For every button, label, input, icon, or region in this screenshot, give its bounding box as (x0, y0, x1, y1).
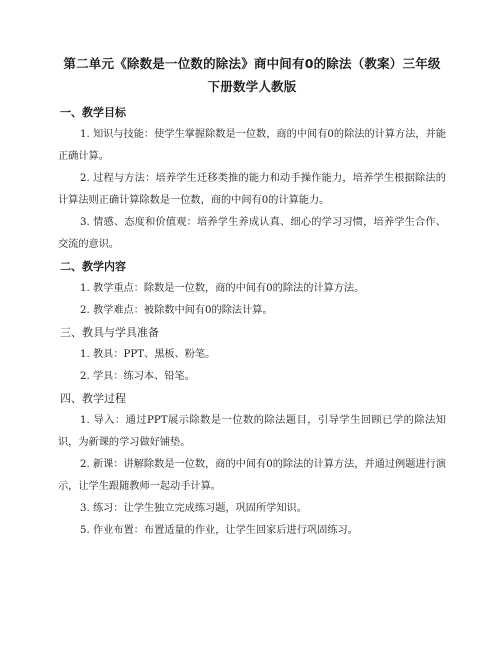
document-title: 第二单元《除数是一位数的除法》商中间有0的除法（教案）三年级下册数学人教版 (63, 56, 441, 94)
section-heading-teaching-content: 二、教学内容 (60, 260, 126, 273)
section-heading-teaching-goals: 一、教学目标 (60, 106, 126, 119)
paragraph: 2. 过程与方法：培养学生迁移类推的能力和动手操作能力，培养学生根据除法的计算法则正确计算除数是一位数，商的中间有0的计算能力。 (58, 173, 446, 206)
paragraph: 1. 导入：通过PPT展示除数是一位数的除法题目，引导学生回顾已学的除法知识，为新课的学习做好铺垫。 (58, 415, 446, 448)
paragraph: 2. 教学难点：被除数中间有0的除法计算。 (80, 305, 273, 316)
section-heading-teaching-process: 四、教学过程 (60, 392, 126, 405)
paragraph: 1. 知识与技能：使学生掌握除数是一位数，商的中间有0的除法的计算方法，并能正确计算。 (58, 129, 446, 162)
paragraph: 2. 新课：讲解除数是一位数，商的中间有0的除法的计算方法，并通过例题进行演示，让学生跟随教师一起动手计算。 (58, 459, 446, 492)
document-page (58, 52, 446, 542)
paragraph: 3. 情感、态度和价值观：培养学生养成认真、细心的学习习惯，培养学生合作、交流的意识。 (58, 217, 446, 250)
paragraph: 2. 学具：练习本、铅笔。 (80, 371, 195, 382)
paragraph: 5. 作业布置：布置适量的作业，让学生回家后进行巩固练习。 (80, 525, 358, 536)
section-heading-teaching-aids: 三、教具与学具准备 (60, 326, 159, 339)
paragraph: 3. 练习：让学生独立完成练习题，巩固所学知识。 (80, 503, 307, 514)
paragraph: 1. 教具：PPT、黑板、粉笔。 (80, 349, 216, 360)
paragraph: 1. 教学重点：除数是一位数，商的中间有0的除法的计算方法。 (80, 283, 365, 294)
